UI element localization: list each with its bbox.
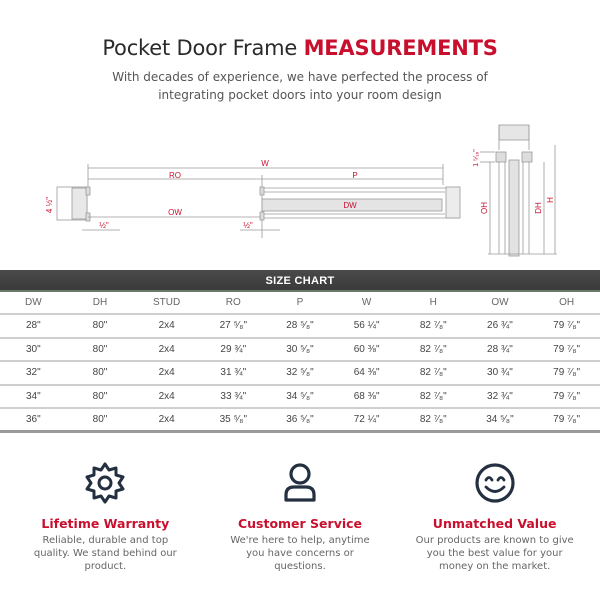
table-row [0, 408, 600, 432]
table-cell: 82 ⁷⁄₈" [400, 338, 467, 362]
table-cell: 64 ⅜" [333, 361, 400, 385]
table-cell: 35 ⁵⁄₈" [200, 408, 267, 432]
table-cell: 82 ⁷⁄₈" [400, 314, 467, 338]
table-cell: 79 ⁷⁄₈" [533, 408, 600, 432]
size-chart [0, 270, 600, 433]
label-dh: DH [534, 202, 543, 214]
table-cell: 82 ⁷⁄₈" [400, 361, 467, 385]
label-oh: OH [480, 202, 489, 214]
table-cell: 2x4 [133, 314, 200, 338]
table-cell: 79 ⁷⁄₈" [533, 314, 600, 338]
table-cell: 32 ¾" [467, 385, 534, 409]
table-cell: 80" [67, 361, 134, 385]
table-cell: 33 ¾" [200, 385, 267, 409]
table-cell: 82 ⁷⁄₈" [400, 385, 467, 409]
feature-description: Reliable, durable and top quality. We stand behind our product. [33, 535, 177, 572]
table-cell: 34 ⁵⁄₈" [467, 408, 534, 432]
table-cell: 80" [67, 385, 134, 409]
table-cell: 32" [0, 361, 67, 385]
column-header: RO [225, 297, 241, 308]
label-wall: 4 ½" [45, 196, 54, 214]
table-cell: 30 ¾" [467, 361, 534, 385]
page-header [0, 36, 600, 104]
label-w: W [261, 159, 269, 168]
table-cell: 79 ⁷⁄₈" [533, 385, 600, 409]
label-head: 1 ⁵⁄₁₆" [473, 149, 480, 167]
table-cell: 2x4 [133, 408, 200, 432]
table-cell: 68 ⅜" [333, 385, 400, 409]
label-ro: RO [169, 171, 181, 180]
feature-description: We're here to help, anytime you have concerns or questions. [230, 535, 370, 572]
frame-diagram-svg [0, 115, 600, 265]
feature-title: Lifetime Warranty [41, 516, 170, 531]
gear-icon [15, 458, 195, 508]
table-cell: 30 ⁵⁄₈" [267, 338, 334, 362]
table-cell: 56 ¼" [333, 314, 400, 338]
table-cell: 79 ⁷⁄₈" [533, 338, 600, 362]
table-cell: 31 ¾" [200, 361, 267, 385]
table-cell: 26 ¾" [467, 314, 534, 338]
frame-diagram [0, 115, 600, 265]
table-cell: 60 ⅜" [333, 338, 400, 362]
feature-title: Unmatched Value [432, 516, 557, 531]
feature-unmatched-value [405, 458, 585, 573]
column-header: P [296, 297, 304, 308]
table-cell: 34" [0, 385, 67, 409]
title-plain: Pocket Door Frame [102, 36, 304, 60]
label-p: P [352, 171, 358, 180]
label-ow: OW [168, 208, 182, 217]
table-row [0, 385, 600, 409]
features-row [0, 458, 600, 573]
page-title [0, 36, 600, 60]
column-header: W [361, 297, 372, 308]
table-header-row [0, 292, 600, 314]
label-left-half: ½" [99, 221, 109, 230]
table-cell: 32 ⁵⁄₈" [267, 361, 334, 385]
table-cell: 27 ⁵⁄₈" [200, 314, 267, 338]
table-cell: 80" [67, 408, 134, 432]
table-row [0, 361, 600, 385]
size-chart-table [0, 292, 600, 433]
column-header: H [429, 297, 437, 308]
user-icon [210, 458, 390, 508]
table-cell: 29 ¾" [200, 338, 267, 362]
table-cell: 30" [0, 338, 67, 362]
table-cell: 82 ⁷⁄₈" [400, 408, 467, 432]
feature-description: Our products are known to give you the best value for your money on the market. [415, 535, 574, 572]
column-header: OH [559, 297, 575, 308]
table-cell: 28 ¾" [467, 338, 534, 362]
label-dw: DW [343, 201, 357, 210]
table-cell: 34 ⁵⁄₈" [267, 385, 334, 409]
table-cell: 79 ⁷⁄₈" [533, 361, 600, 385]
table-cell: 36 ⁵⁄₈" [267, 408, 334, 432]
table-cell: 80" [67, 338, 134, 362]
feature-lifetime-warranty [15, 458, 195, 573]
table-cell: 36" [0, 408, 67, 432]
table-cell: 28" [0, 314, 67, 338]
label-right-half: ½" [243, 221, 253, 230]
subtitle-line-1: With decades of experience, we have perfected the process of [112, 70, 488, 84]
table-cell: 72 ¼" [333, 408, 400, 432]
column-header: DW [24, 297, 42, 308]
title-accent: MEASUREMENTS [303, 36, 498, 60]
table-cell: 2x4 [133, 361, 200, 385]
feature-customer-service [210, 458, 390, 573]
table-cell: 2x4 [133, 385, 200, 409]
page-subtitle [0, 68, 600, 104]
smiley-icon [405, 458, 585, 508]
table-row [0, 314, 600, 338]
table-cell: 28 ⁵⁄₈" [267, 314, 334, 338]
column-header: DH [92, 297, 108, 308]
label-h: H [546, 197, 555, 203]
table-row [0, 338, 600, 362]
table-cell: 80" [67, 314, 134, 338]
feature-title: Customer Service [237, 516, 363, 531]
table-cell: 2x4 [133, 338, 200, 362]
column-header: STUD [153, 297, 181, 308]
size-chart-title: SIZE CHART [0, 270, 600, 292]
subtitle-line-2: integrating pocket doors into your room design [158, 88, 442, 102]
column-header: OW [491, 297, 509, 308]
